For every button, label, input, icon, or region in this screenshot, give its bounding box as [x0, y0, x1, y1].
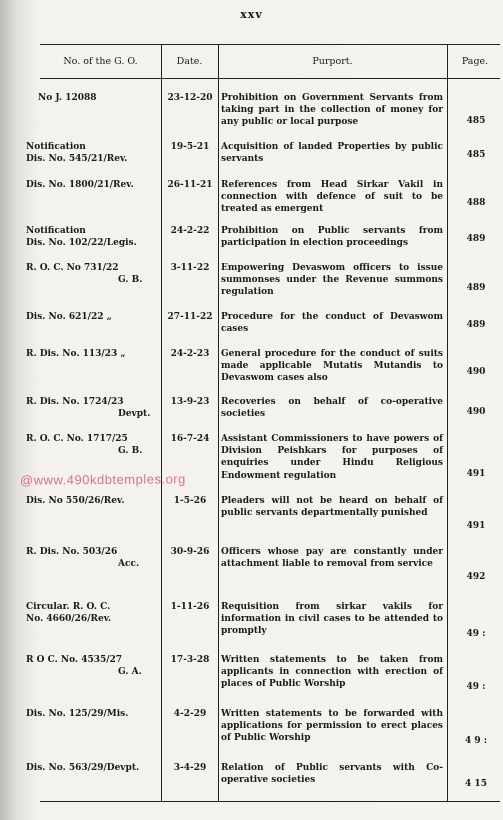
go-number: Dis. No 550/26/Rev.: [26, 496, 125, 506]
go-number: R O C. No. 4535/27: [26, 655, 123, 665]
go-date: 24-2-22: [170, 226, 210, 236]
purport-text: Acquisition of landed Properties by public servants: [221, 142, 443, 165]
table-top-rule: [40, 44, 500, 45]
header-purport: Purport.: [312, 56, 353, 67]
go-number: R. Dis. No. 1724/23: [26, 397, 124, 407]
go-number: Devpt.: [118, 409, 151, 419]
purport-text: Recoveries on behalf of co-operative societies: [221, 397, 443, 420]
header-bottom-rule: [40, 78, 500, 79]
page-reference: 490: [466, 407, 486, 417]
purport-text: References from Head Sirkar Vakil in connection with defence of suit to be treated as emergent: [221, 180, 443, 215]
go-date: 1-5-26: [173, 496, 207, 506]
go-number: Dis. No. 102/22/Legis.: [26, 238, 137, 248]
table-bottom-rule: [40, 801, 500, 802]
purport-text: Empowering Devaswom officers to issue summonses under the Revenue summons regulation: [221, 263, 443, 298]
go-number: Dis. No. 545/21/Rev.: [26, 154, 128, 164]
go-number: R. O. C. No. 1717/25: [26, 434, 128, 444]
go-date: 30-9-26: [170, 547, 210, 557]
page-reference: 485: [466, 150, 486, 160]
page-reference: 489: [466, 234, 486, 244]
go-number: Circular. R. O. C.: [26, 602, 111, 612]
purport-text: Assistant Commissioners to have powers of Division Peishkars for purposes of enquiries under Hindu Religious Endowment regulation: [221, 434, 443, 481]
page-reference: 489: [466, 320, 486, 330]
go-date: 17-3-28: [170, 655, 210, 665]
page-reference: 49 :: [466, 629, 486, 639]
go-number: Dis. No. 125/29/Mis.: [26, 709, 129, 719]
go-number: Notification: [26, 142, 86, 152]
go-number: Dis. No. 1800/21/Rev.: [26, 180, 134, 190]
column-divider: [161, 44, 162, 801]
go-date: 4-2-29: [173, 709, 207, 719]
page-reference: 491: [466, 521, 486, 531]
watermark: @www.490kdbtemples.org: [19, 471, 186, 488]
go-number: G. B.: [118, 275, 143, 285]
go-date: 26-11-21: [167, 180, 213, 190]
page-reference: 485: [466, 116, 486, 126]
page-reference: 490: [466, 367, 486, 377]
go-number: R. Dis. No. 503/26: [26, 547, 118, 557]
purport-text: Procedure for the conduct of Devaswom cases: [221, 312, 443, 335]
go-date: 19-5-21: [170, 142, 210, 152]
purport-text: Prohibition on Government Servants from taking part in the collection of money for any public or local purpose: [221, 93, 443, 128]
purport-text: Written statements to be forwarded with applications for permission to erect places of Public Worship: [221, 709, 443, 744]
go-number: Notification: [26, 226, 86, 236]
go-number: No J. 12088: [38, 93, 97, 103]
go-date: 23-12-20: [167, 93, 213, 103]
go-number: No. 4660/26/Rev.: [26, 614, 112, 624]
page-reference: 489: [466, 283, 486, 293]
column-divider: [218, 44, 219, 801]
column-divider: [447, 44, 448, 801]
go-number: Acc.: [118, 559, 140, 569]
go-date: 3-11-22: [170, 263, 210, 273]
page-reference: 49 :: [466, 682, 486, 692]
go-number: R. Dis. No. 113/23 „: [26, 349, 126, 359]
header-page: Page.: [461, 56, 489, 67]
purport-text: Relation of Public servants with Co-operative societies: [221, 763, 443, 786]
go-number: Dis. No. 563/29/Devpt.: [26, 763, 140, 773]
header-go: No. of the G. O.: [63, 56, 138, 67]
page-label: xxv: [240, 8, 263, 21]
page-reference: 492: [466, 572, 486, 582]
go-number: G. B.: [118, 446, 143, 456]
go-date: 13-9-23: [170, 397, 210, 407]
go-date: 16-7-24: [170, 434, 210, 444]
purport-text: Requisition from sirkar vakils for information in civil cases to be attended to promptly: [221, 602, 443, 637]
go-number: R. O. C. No 731/22: [26, 263, 119, 273]
go-date: 1-11-26: [170, 602, 210, 612]
page-reference: 4 9 :: [464, 736, 488, 746]
go-date: 27-11-22: [167, 312, 213, 322]
page-reference: 4 15: [465, 779, 487, 789]
page-reference: 488: [466, 198, 486, 208]
purport-text: General procedure for the conduct of suits made applicable Mutatis Mutandis to Devaswom cases also: [221, 349, 443, 384]
purport-text: Written statements to be taken from applicants in connection with erection of places of Public Worship: [221, 655, 443, 690]
go-number: Dis. No. 621/22 „: [26, 312, 112, 322]
purport-text: Pleaders will not be heard on behalf of public servants departmentally punished: [221, 496, 443, 519]
go-date: 24-2-23: [170, 349, 210, 359]
header-date: Date.: [176, 56, 203, 67]
purport-text: Officers whose pay are constantly under attachment liable to removal from service: [221, 547, 443, 570]
go-date: 3-4-29: [173, 763, 207, 773]
purport-text: Prohibition on Public servants from participation in election proceedings: [221, 226, 443, 249]
page-reference: 491: [466, 469, 486, 479]
go-number: G. A.: [118, 667, 142, 677]
